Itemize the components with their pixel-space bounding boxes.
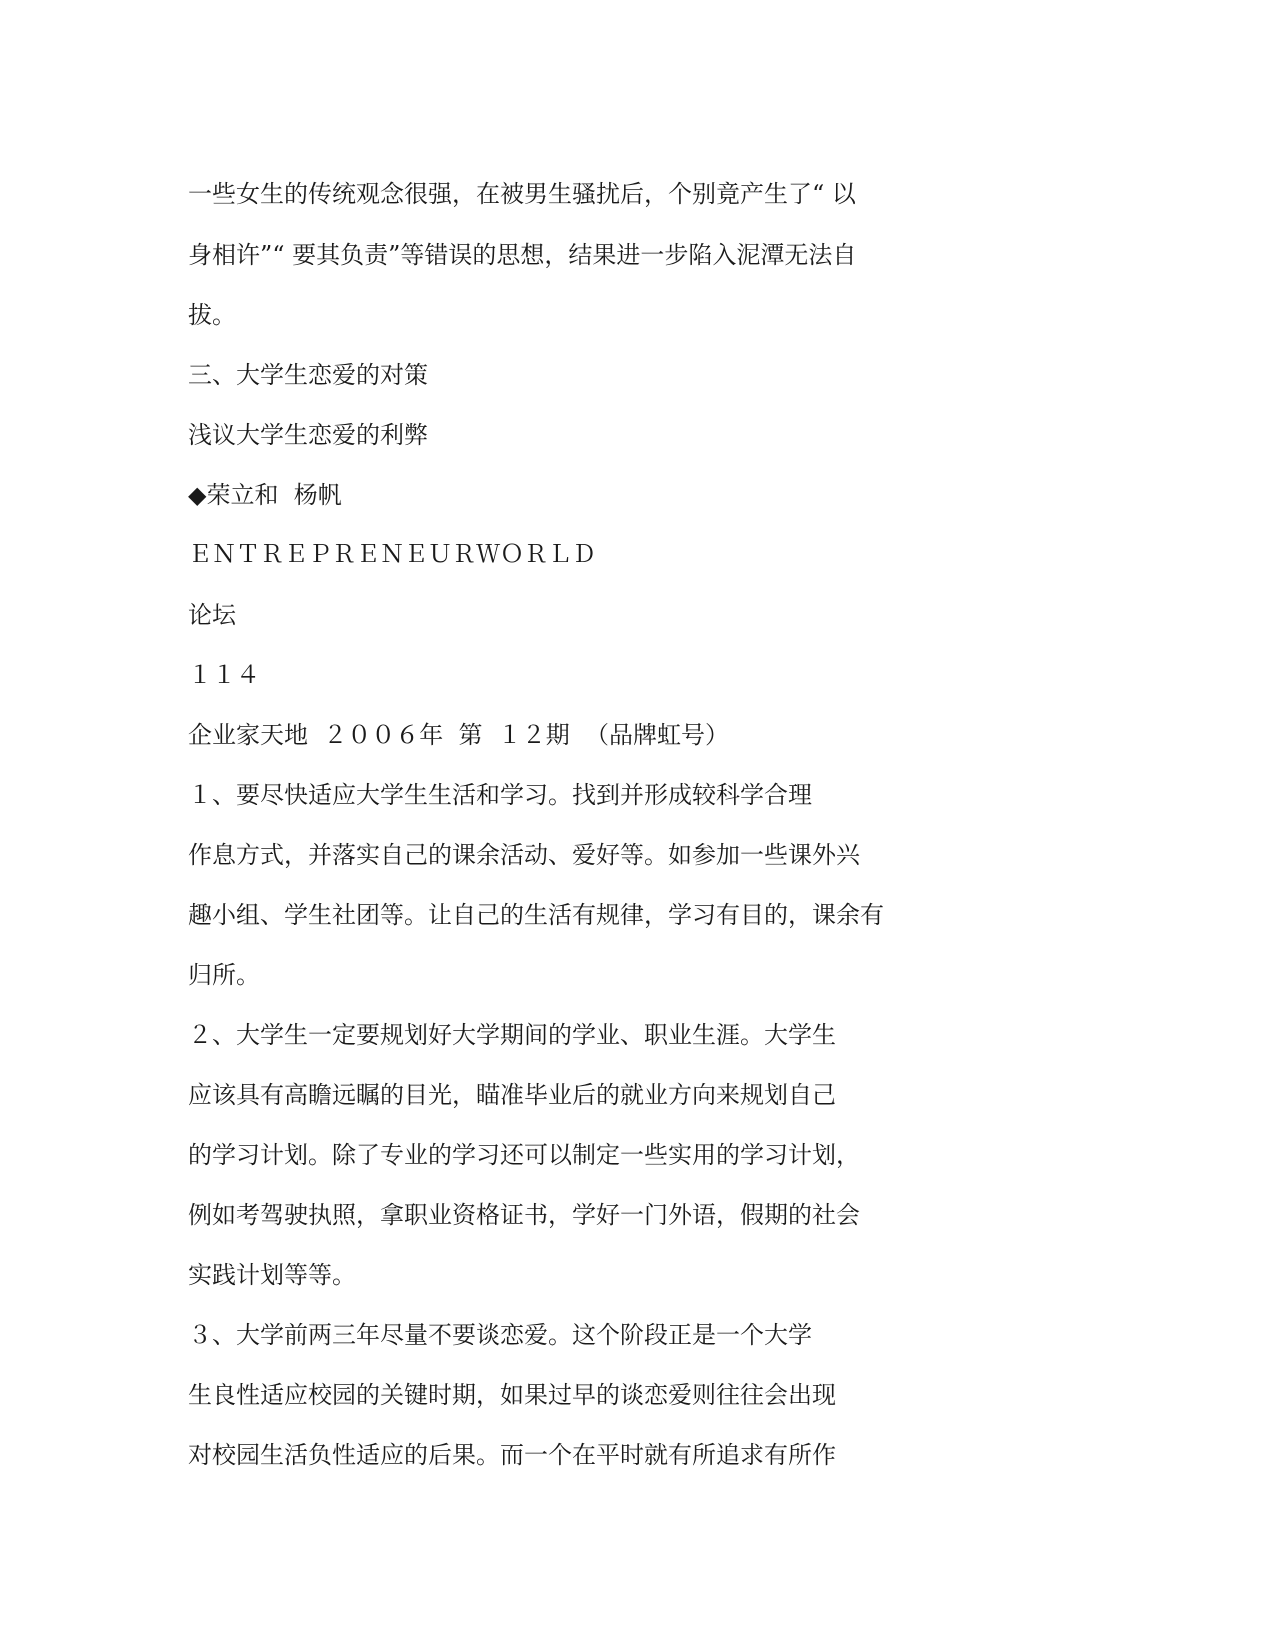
body-text-line: 生良性适应校园的关键时期，如果过早的谈恋爱则往往会出现 [188,1381,836,1409]
body-text-line: ３、大学前两三年尽量不要谈恋爱。这个阶段正是一个大学 [188,1321,812,1349]
body-text-line: 归所。 [188,961,260,989]
body-text-line: 应该具有高瞻远瞩的目光，瞄准毕业后的就业方向来规划自己 [188,1081,836,1109]
body-text-line: 的学习计划。除了专业的学习还可以制定一些实用的学习计划， [188,1141,860,1169]
body-text-line: 作息方式，并落实自己的课余活动、爱好等。如参加一些课外兴 [188,841,860,869]
body-text-line: 趣小组、学生社团等。让自己的生活有规律，学习有目的，课余有 [188,901,884,929]
article-title: 浅议大学生恋爱的利弊 [188,421,428,449]
body-text-line: 身相许”“ 要其负责”等错误的思想，结果进一步陷入泥潭无法自 [188,241,857,269]
body-text-line: 实践计划等等。 [188,1261,356,1289]
body-text-line: 对校园生活负性适应的后果。而一个在平时就有所追求有所作 [188,1441,836,1469]
page-number: １１４ [188,661,260,689]
body-text-line: １、要尽快适应大学生生活和学习。找到并形成较科学合理 [188,781,812,809]
body-text-line: 一些女生的传统观念很强，在被男生骚扰后，个别竟产生了“ 以 [188,180,856,208]
magazine-name-latin: ＥＮＴＲＥＰＲＥＮＥＵＲＷＯＲＬＤ [188,540,596,568]
body-text-line: ２、大学生一定要规划好大学期间的学业、职业生涯。大学生 [188,1021,836,1049]
body-text-line: 拔。 [188,301,236,329]
article-authors: ◆荣立和 杨帆 [188,481,342,509]
section-heading: 三、大学生恋爱的对策 [188,361,428,389]
column-label: 论坛 [188,601,236,629]
publication-info: 企业家天地 ２００６年 第 １２期 （品牌虹号） [188,721,730,749]
body-text-line: 例如考驾驶执照，拿职业资格证书，学好一门外语，假期的社会 [188,1201,860,1229]
